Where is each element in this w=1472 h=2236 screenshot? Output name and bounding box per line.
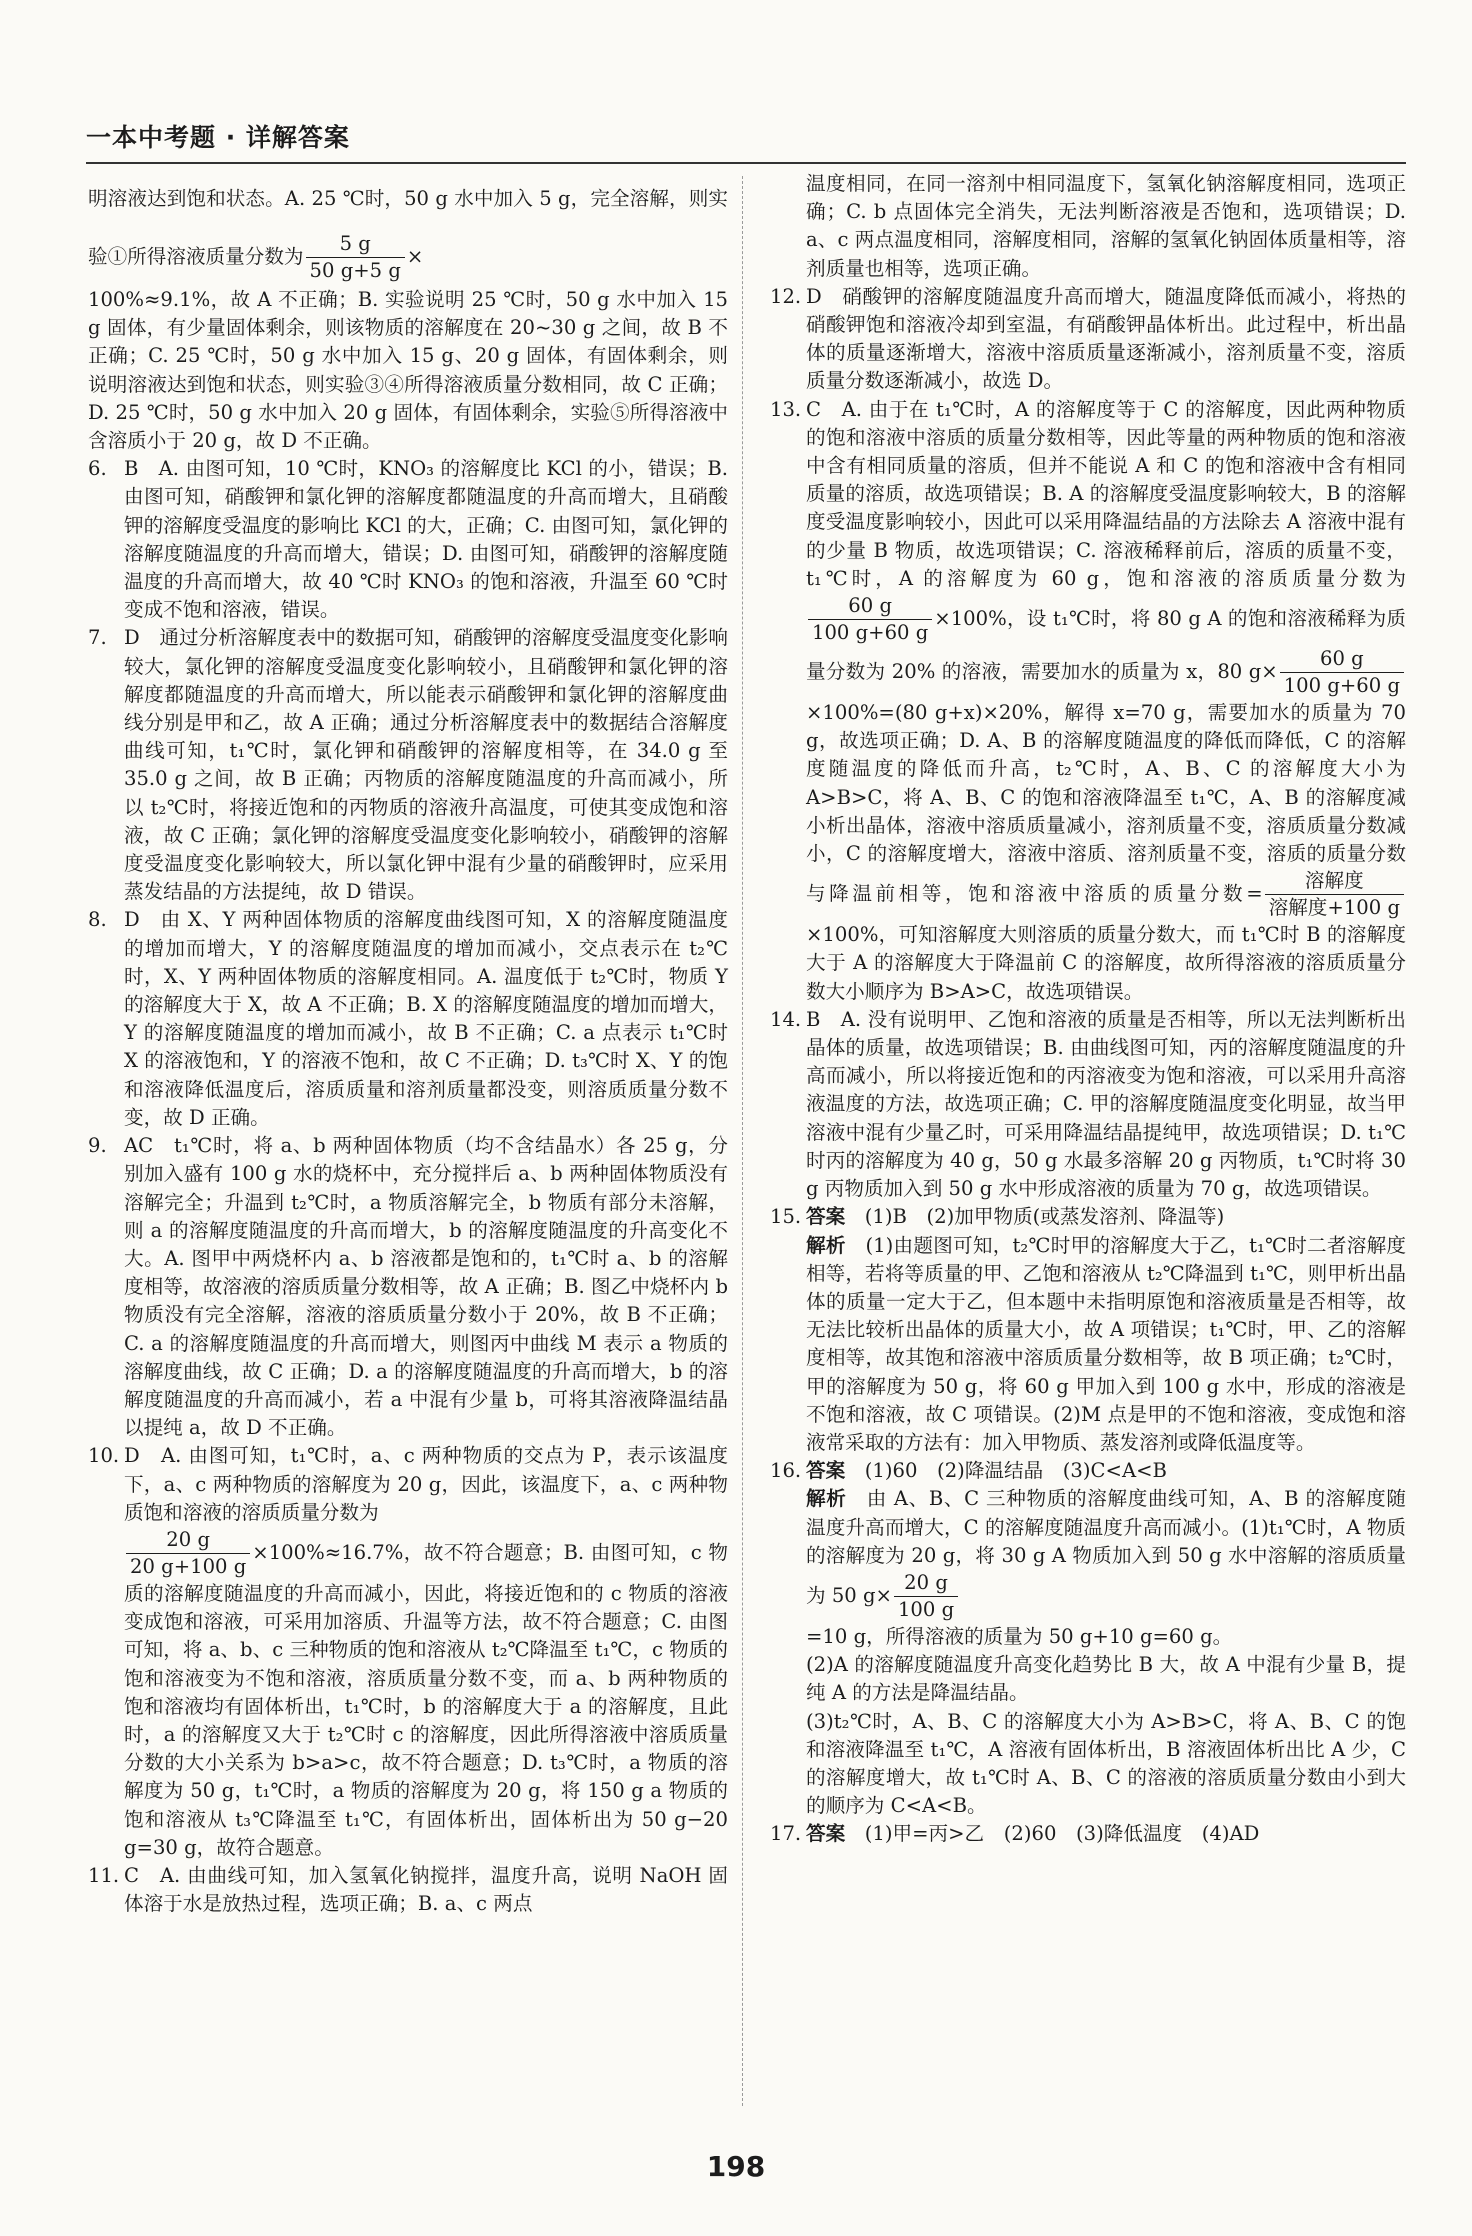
answer-label: 答案 bbox=[806, 1205, 846, 1229]
header-rule bbox=[86, 162, 1406, 164]
answer-item-8 bbox=[88, 906, 728, 1132]
answer-item-9 bbox=[88, 1132, 728, 1442]
column-divider bbox=[742, 176, 744, 2106]
answer-label: 答案 bbox=[806, 1459, 846, 1483]
fraction-numerator: 溶解度 bbox=[1265, 868, 1404, 895]
answer-item-7 bbox=[88, 624, 728, 906]
item-number: 8. bbox=[88, 908, 107, 932]
fraction-denominator: 100 g+60 g bbox=[812, 621, 929, 645]
answer-text: (1)60 (2)降温结晶 (3)C<A<B bbox=[845, 1459, 1167, 1483]
item-number: 13. bbox=[770, 397, 802, 421]
analysis-text-cont: =10 g，所得溶液的质量为 50 g+10 g=60 g。 bbox=[806, 1624, 1233, 1648]
item-number: 10. bbox=[88, 1444, 120, 1468]
right-column bbox=[770, 170, 1406, 1849]
fraction-numerator: 60 g bbox=[1280, 646, 1404, 673]
item-text-cont: ×100%≈16.7%，故不符合题意；B. 由图可知，c 物质的溶解度随温度的升高而减小，因此，将接近饱和的 c 物质的溶液变成饱和溶液，可采用加溶质、升温等方法，故不符合题意；C. 由图可知，将 a、b、c 三种物质的饱和溶液从 t₂℃降温至 t₁℃，c 物质的饱和溶液变为不饱和溶液，溶质质量分数不变，而 a、b 两种物质的饱和溶液均有固体析出，t₁℃时，b 的溶解度大于 a 的溶解度，且此时，a 的溶解度又大于 t₂℃时 c 的溶解度，因此所得溶液中溶质质量分数的大小关系为 b>a>c，故不符合题意；D. t₃℃时，a 物质的溶解度为 50 g，t₁℃时，a 物质的溶解度为 20 g，将 150 g a 物质的饱和溶液从 t₃℃降温至 t₁℃，有固体析出，固体析出为 50 g−20 g=30 g，故符合题意。 bbox=[124, 1540, 728, 1859]
left-column bbox=[88, 170, 728, 1918]
item-number: 9. bbox=[88, 1134, 107, 1158]
answer-item-14 bbox=[770, 1006, 1406, 1203]
item-number: 14. bbox=[770, 1007, 802, 1031]
item-text: D 由 X、Y 两种固体物质的溶解度曲线图可知，X 的溶解度随温度的增加而增大，Y 的溶解度随温度的增加而减小，交点表示在 t₂℃时，X、Y 两种固体物质的溶解度相同。A. 温度低于 t₂℃时，物质 Y 的溶解度大于 X，故 A 不正确；B. X 的溶解度随温度的增加而增大，Y 的溶解度随温度的增加而减小，故 B 不正确；C. a 点表示 t₁℃时 X 的溶液饱和，Y 的溶液不饱和，故 C 不正确；D. t₃℃时 X、Y 的饱和溶液降低温度后，溶质质量和溶剂质量都没变，则溶质质量分数不变，故 D 正确。 bbox=[124, 908, 728, 1129]
answer-item-17 bbox=[770, 1820, 1406, 1848]
answer-item-12 bbox=[770, 283, 1406, 396]
item-text-cont: 100%，可知溶解度大则溶质的质量分数大，而 t₁℃时 B 的溶解度大于 A 的溶解度大于降温前 C 的溶解度，故所得溶液的溶质质量分数大小顺序为 B>A>C，故选项错误。 bbox=[806, 923, 1406, 1003]
answer-item-16 bbox=[770, 1457, 1406, 1820]
continuation-paragraph: 温度相同，在同一溶剂中相同温度下，氢氧化钠溶解度相同，选项正确；C. b 点固体完全消失，无法判断溶液是否饱和，选项错误；D. a、c 两点温度相同，溶解度相同，溶解的氢氧化钠固体质量相等，溶剂质量也相等，选项正确。 bbox=[806, 172, 1406, 280]
continuation-paragraph bbox=[88, 170, 728, 286]
answer-text: (1)B (2)加甲物质(或蒸发溶剂、降温等) bbox=[845, 1205, 1225, 1229]
cont-text: 明溶液达到饱和状态。A. 25 ℃时，50 g 水中加入 5 g，完全溶解，则实验①所得溶液质量分数为 bbox=[88, 187, 728, 268]
item-number: 17. bbox=[770, 1822, 802, 1846]
item-text: C A. 由于在 t₁℃时，A 的溶解度等于 C 的溶解度，因此两种物质的饱和溶液中溶质的质量分数相等，因此等量的两种物质的饱和溶液中含有相同质量的溶质，但并不能说 A 和 C 的饱和溶液中含有相同质量的溶质，故选项错误；B. A 的溶解度受温度影响较大，B 的溶解度受温度影响较小，因此可以采用降温结晶的方法除去 A 溶液中混有的少量 B 物质，故选项错误；C. 溶液稀释前后，溶质的质量不变，t₁℃时，A 的溶解度为 60 g，饱和溶液的溶质质量分数为 bbox=[806, 397, 1406, 590]
fraction bbox=[306, 231, 405, 284]
analysis-text: (1)由题图可知，t₂℃时甲的溶解度大于乙，t₁℃时二者溶解度相等，若将等质量的甲、乙饱和溶液从 t₂℃降温到 t₁℃，则甲析出晶体的质量一定大于乙，但本题中未指明原饱和溶液质量是否相等，故无法比较析出晶体的质量大小，故 A 项错误；t₁℃时，甲、乙的溶解度相等，故其饱和溶液中溶质质量分数相等，故 B 项正确；t₂℃时，甲的溶解度为 50 g，将 60 g 甲加入到 100 g 水中，形成的溶液是不饱和溶液，故 C 项错误。(2)M 点是甲的不饱和溶液，变成饱和溶液常采取的方法有：加入甲物质、蒸发溶剂或降低温度等。 bbox=[806, 1233, 1406, 1454]
answer-label: 答案 bbox=[806, 1822, 846, 1846]
answer-text: (1)甲=丙>乙 (2)60 (3)降低温度 (4)AD bbox=[845, 1822, 1260, 1846]
item-text: D A. 由图可知，t₁℃时，a、c 两种物质的交点为 P，表示该温度下，a、c 两种物质的溶解度为 20 g，因此，该温度下，a、c 两种物质饱和溶液的溶质质量分数为 bbox=[124, 1444, 728, 1524]
fraction-denominator: 溶解度+100 g bbox=[1268, 896, 1400, 920]
fraction-denominator: 100 g+60 g bbox=[1283, 674, 1400, 698]
answer-item-15 bbox=[770, 1203, 1406, 1457]
analysis-text: 由 A、B、C 三种物质的溶解度曲线可知，A、B 的溶解度随温度升高而增大，C 的溶解度随温度升高而减小。(1)t₁℃时，A 物质的溶解度为 20 g，将 30 g A 物质加入到 50 g 水中溶解的溶质质量为 50 g× bbox=[806, 1487, 1406, 1607]
fraction bbox=[1265, 868, 1404, 921]
item-number: 15. bbox=[770, 1205, 802, 1229]
item-number: 11. bbox=[88, 1863, 120, 1887]
item-text: D 通过分析溶解度表中的数据可知，硝酸钾的溶解度受温度变化影响较大，氯化钾的溶解度受温度变化影响较小，且硝酸钾和氯化钾的溶解度都随温度的升高而增大，所以能表示硝酸钾和氯化钾的溶解度曲线分别是甲和乙，故 A 正确；通过分析溶解度表中的数据结合溶解度曲线可知，t₁℃时，氯化钾和硝酸钾的溶解度相等，在 34.0 g 至 35.0 g 之间，故 B 正确；丙物质的溶解度随温度的升高而减小，所以 t₂℃时，将接近饱和的丙物质的溶液升高温度，可使其变成饱和溶液，故 C 正确；氯化钾的溶解度受温度变化影响较小，硝酸钾的溶解度受温度变化影响较大，所以氯化钾中混有少量的硝酸钾时，应采用蒸发结晶的方法提纯，故 D 错误。 bbox=[124, 626, 728, 904]
item-number: 16. bbox=[770, 1459, 802, 1483]
fraction-numerator: 5 g bbox=[306, 231, 405, 258]
fraction-denominator: 50 g+5 g bbox=[309, 259, 401, 282]
item-number: 7. bbox=[88, 626, 107, 650]
analysis-text-cont: (2)A 的溶解度随温度升高变化趋势比 B 大，故 A 中混有少量 B，提纯 A 的方法是降温结晶。 bbox=[806, 1653, 1406, 1705]
item-text-cont: × bbox=[806, 923, 823, 947]
item-text-cont: ×100%=(80 g+x)×20%，解得 x=70 g，需要加水的质量为 70 g，故选项正确；D. A、B 的溶解度随温度的降低而降低，C 的溶解度随温度的降低而升高，t₂℃时，A、B、C 的溶解度大小为 A>B>C，将 A、B、C 的饱和溶液降温至 t₁℃，A、B 的溶解度减小析出晶体，溶液中溶质质量减小，溶剂质量不变，溶质质量分数减小，C 的溶解度增大，溶液中溶质、溶剂质量不变，溶质的质量分数与降温前相等，饱和溶液中溶质的质量分数= bbox=[806, 701, 1406, 906]
fraction-denominator: 20 g+100 g bbox=[130, 1554, 247, 1578]
answer-item-11 bbox=[88, 1862, 728, 1918]
item-text-cont: ×100%，设 t₁℃时，将 80 g A 的饱和溶液稀释为质量分数为 20% 的溶液，需要加水的质量为 x，80 g× bbox=[806, 607, 1406, 684]
analysis-label: 解析 bbox=[806, 1487, 847, 1511]
item-number: 12. bbox=[770, 284, 802, 308]
fraction bbox=[1280, 646, 1404, 699]
item-text: C A. 由曲线可知，加入氢氧化钠搅拌，温度升高，说明 NaOH 固体溶于水是放热过程，选项正确；B. a、c 两点 bbox=[124, 1863, 728, 1916]
item-text: AC t₁℃时，将 a、b 两种固体物质（均不含结晶水）各 25 g，分别加入盛有 100 g 水的烧杯中，充分搅拌后 a、b 两种固体物质没有溶解完全；升温到 t₂℃时，a 物质溶解完全，b 物质有部分未溶解，则 a 的溶解度随温度的升高而增大，b 的溶解度随温度的升高变化不大。A. 图甲中两烧杯内 a、b 溶液都是饱和的，t₁℃时 a、b 的溶解度相等，故溶液的溶质质量分数相等，故 A 正确；B. 图乙中烧杯内 b 物质没有完全溶解，溶液的溶质质量分数小于 20%，故 B 不正确；C. a 的溶解度随温度的升高而增大，则图丙中曲线 M 表示 a 物质的溶解度曲线，故 C 正确；D. a 的溶解度随温度的升高而增大，b 的溶解度随温度的升高而减小，若 a 中混有少量 b，可将其溶液降温结晶以提纯 a，故 D 不正确。 bbox=[124, 1134, 728, 1440]
answer-item-6 bbox=[88, 455, 728, 624]
fraction-numerator: 20 g bbox=[894, 1570, 958, 1597]
fraction-numerator: 60 g bbox=[808, 593, 932, 620]
fraction-denominator: 100 g bbox=[897, 1597, 955, 1621]
analysis-label: 解析 bbox=[806, 1233, 846, 1257]
continuation-paragraph-2: 100%≈9.1%，故 A 不正确；B. 实验说明 25 ℃时，50 g 水中加入 15 g 固体，有少量固体剩余，则该物质的溶解度在 20~30 g 之间，故 B 不正确；C. 25 ℃时，50 g 水中加入 15 g、20 g 固体，有固体剩余，则说明溶液达到饱和状态，则实验③④所得溶液质量分数相同，故 C 正确；D. 25 ℃时，50 g 水中加入 20 g 固体，有固体剩余，实验⑤所得溶液中含溶质小于 20 g，故 D 不正确。 bbox=[88, 288, 728, 453]
fraction bbox=[808, 593, 932, 646]
fraction bbox=[894, 1570, 958, 1623]
analysis-text-cont: (3)t₂℃时，A、B、C 的溶解度大小为 A>B>C，将 A、B、C 的饱和溶液降温至 t₁℃，A 溶液有固体析出，B 溶液固体析出比 A 少，C 的溶解度增大，故 t₁℃时 A、B、C 的溶液的溶质质量分数由小到大的顺序为 C<A<B。 bbox=[806, 1709, 1406, 1818]
item-text: B A. 没有说明甲、乙饱和溶液的质量是否相等，所以无法判断析出晶体的质量，故选项错误；B. 由曲线图可知，丙的溶解度随温度的升高而减小，所以将接近饱和的丙溶液变为饱和溶液，可以采用升高溶液温度的方法，故选项正确；C. 甲的溶解度随温度变化明显，故当甲溶液中混有少量乙时，可采用降温结晶提纯甲，故选项错误；D. t₁℃时丙的溶解度为 40 g，50 g 水最多溶解 20 g 丙物质，t₁℃时将 30 g 丙物质加入到 50 g 水中形成溶液的质量为 70 g，故选项错误。 bbox=[806, 1007, 1406, 1201]
item-text: B A. 由图可知，10 ℃时，KNO₃ 的溶解度比 KCl 的小，错误；B. 由图可知，硝酸钾和氯化钾的溶解度都随温度的升高而增大，且硝酸钾的溶解度受温度的影响比 KCl 的大，正确；C. 由图可知，氯化钾的溶解度随温度的升高而增大，错误；D. 由图可知，硝酸钾的溶解度随温度的升高而增大，故 40 ℃时 KNO₃ 的饱和溶液，升温至 60 ℃时变成不饱和溶液，错误。 bbox=[124, 457, 728, 622]
fraction bbox=[126, 1527, 250, 1580]
answer-item-13 bbox=[770, 396, 1406, 1006]
item-text: D 硝酸钾的溶解度随温度升高而增大，随温度降低而减小，将热的硝酸钾饱和溶液冷却到室温，有硝酸钾晶体析出。此过程中，析出晶体的质量逐渐增大，溶液中溶质质量逐渐减小，溶剂质量不变，溶质质量分数逐渐减小，故选 D。 bbox=[806, 284, 1406, 393]
fraction-numerator: 20 g bbox=[126, 1527, 250, 1554]
item-number: 6. bbox=[88, 457, 107, 481]
cont-tail: × bbox=[406, 245, 424, 268]
page-header-title: 一本中考题 · 详解答案 bbox=[86, 123, 350, 152]
answer-item-10 bbox=[88, 1442, 728, 1862]
page-number: 198 bbox=[706, 2150, 766, 2183]
